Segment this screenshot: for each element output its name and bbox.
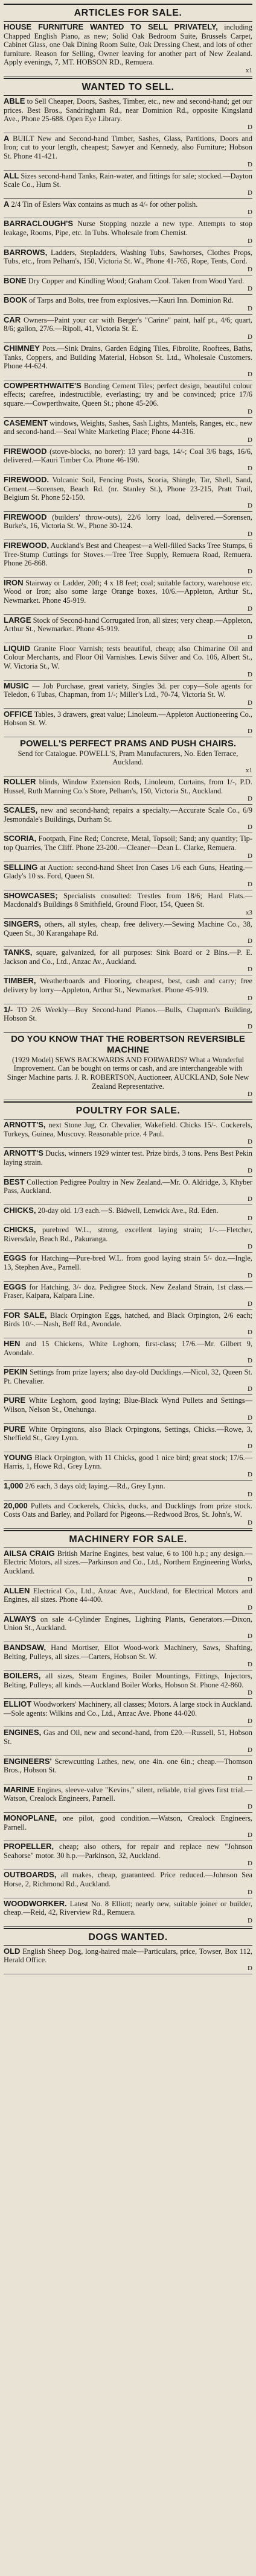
ad-lead-word: BEST [4,1177,25,1186]
ad-body-text: others, all styles, cheap, free delivery.—Sewing Machine Co., 38, Queen St., 30 Karangahape Rd. [4,920,252,937]
ad-body-text: Gas and Oil, new and second-hand, from £20.—Russell, 51, Hobson St. [4,1728,252,1746]
ad-lead-word: CHICKS, [4,1225,36,1235]
ad-lead-word: IRON [4,578,24,587]
ad-lead-word: SCALES, [4,805,38,815]
classified-ad [4,171,252,199]
ad-reference-mark: D [248,189,252,197]
ad-reference-mark: D [248,370,252,378]
ad-lead-word: SELLING [4,862,38,872]
ad-body-text: BUILT New and Second-hand Timber, Sashes, Glass, Partitions, Doors and Iron; cut to your length, cheapest; Sawyer and Kennedy, also Furniture; Hobson St. Phone 41-421. [4,134,252,160]
ad-lead-word: DO YOU KNOW THAT THE ROBERTSON REVERSIBLE MACHINE [11,1033,245,1055]
ad-lead-word: ENGINEERS' [4,1756,52,1766]
classified-ad [4,1946,252,1974]
ad-lead-word: ARNOTT'S [4,1148,43,1158]
ad-body-text: Bonding Cement Tiles; perfect design, beautiful colour effects; carefree, indestructible, everlasting; try and be convinced; price 17/6 square.—Cowperthwaite, Queen St.; phone 45-206. [4,381,252,408]
ad-reference-mark: D [248,1604,252,1611]
ad-lead-word: OUTBOARDS, [4,1870,57,1880]
ad-body-text: Specialists consulted: Trestles from 18/6; Hard Flats.—Macdonald's Buildings 8 Smithfield, Ground Floor, 154, Queen St. [4,891,252,909]
classified-ad [4,1452,252,1481]
ad-lead-word: BONE [4,276,27,285]
ad-body-text: Send for Catalogue. POWELL'S, Pram Manufacturers, No. Eden Terrace, Auckland. [18,749,238,767]
ad-body-text: Ducks, winners 1929 winter test. Prize birds, 3 tons. Pens Best Pekin laying strain. [4,1149,252,1167]
ad-reference-mark: D [248,567,252,575]
classified-ad [4,862,252,890]
ad-reference-mark: D [248,1575,252,1583]
section-heading: MACHINERY FOR SALE. [4,1530,252,1548]
ad-body-text: purebred W.L., strong, excellent laying strain; 1/-.—Fletcher, Riversdale, Beach Rd., Pakuranga. [4,1226,252,1243]
ad-lead-word: ARNOTT'S, [4,1120,46,1130]
classified-ad [4,96,252,133]
ad-reference-mark: D [248,1470,252,1478]
classified-ad [4,446,252,474]
classified-ad [4,22,252,77]
classified-ad [4,199,252,219]
classified-ad [4,1756,252,1784]
ad-body-text: Footpath, Fine Red; Concrete, Metal, Topsoil; Sand; any quantity; Tip-top Quarries, The Cliff. Phone 23-200.—Cleaner—Dean L. Clarke, Remuera. [4,834,252,852]
ad-lead-word: ALWAYS [4,1614,36,1623]
classified-ad [4,1481,252,1501]
classified-ad [4,315,252,343]
ad-lead-word: OFFICE [4,709,33,719]
section-heading: ARTICLES FOR SALE. [4,4,252,22]
section-heading: DOGS WANTED. [4,1928,252,1946]
ad-body-text: 2/4 Tin of Eslers Wax contains as much as 4/- for other polish. [11,200,198,209]
ad-body-text: Engines, sleeve-valve "Kevins," silent, reliable, trial gives first trial.—Watson, Crealock Engineers, Parnell. [4,1785,252,1803]
ad-lead-word: FIREWOOD. [4,475,50,484]
ad-body-text: new and second-hand; repairs a specialty.—Accurate Scale Co., 6/9 Jesmondale's Buildings, Durham St. [4,806,252,824]
classified-ad [4,737,252,776]
ad-reference-mark: D [248,1888,252,1896]
ad-body-text: Settings from prize layers; also day-old Ducklings.—Nicol, 32, Queen St. Pt. Chevalier. [4,1368,252,1385]
ad-body-text: 2/6 each, 3 days old; laying.—Rd., Grey Lynn. [25,1481,165,1490]
ad-lead-word: WOODWORKER. [4,1898,67,1908]
ad-body-text: Granite Floor Varnish; tests beautiful, cheap; also Chimarine Oil and Colour Merchants, and Floor Oil Varnishes. Lewis Silver and Co. 106, Albert St., W. Victoria St., W. [4,644,252,670]
classified-ad [4,1282,252,1310]
ad-lead-word: OLD [4,1946,21,1956]
ad-body-text: square, galvanized, for all purposes: Sink Board or 2 Bins.—P. E. Jackson and Co., Ltd., Anzac Av., Auckland. [4,948,253,966]
classified-ad [4,343,252,380]
classified-ad [4,1224,252,1253]
ad-reference-mark: D [248,1271,252,1279]
ad-reference-mark: D [248,1803,252,1811]
ad-lead-word: ENGINES, [4,1728,42,1737]
classified-ad [4,890,252,919]
ad-reference-mark: D [248,1718,252,1725]
classified-ad [4,1699,252,1727]
classified-ad [4,1642,252,1671]
ad-lead-word: ROLLER [4,777,36,787]
classified-ad [4,1120,252,1148]
ad-lead-word: PURE [4,1396,26,1405]
ad-body-text: to Sell Cheaper, Doors, Sashes, Timber, etc., new and second-hand; get our prices. Best Bros., Sandringham Rd., near Dominion Rd., opposite Kingsland Ave., Phone 25-688. Open Eye Library. [4,96,252,124]
ad-lead-word: BANDSAW, [4,1642,46,1652]
ad-lead-word: EGGS [4,1282,27,1291]
ad-reference-mark: D [248,1357,252,1365]
ad-lead-word: ALL [4,171,19,180]
ad-lead-word: BOOK [4,295,27,305]
ad-body-text: White Leghorn, good laying; Blue-Black Wynd Pullets and Settings—Wilson, Nelson St., Onehunga. [4,1396,253,1414]
ad-lead-word: 1,000 [4,1481,24,1490]
ad-reference-mark: D [248,408,252,415]
ad-reference-mark: D [248,502,252,509]
classified-ad [4,1253,252,1281]
classified-ad [4,418,252,446]
ad-body-text: windows, Weights, Sashes, Sash Lights, Mantels, Ranges, etc., new and second-hand.—Seal White Marketing Place; Phone 44-316. [4,418,252,436]
ad-lead-word: YOUNG [4,1452,33,1462]
ad-reference-mark: D [248,1632,252,1640]
classified-ad [4,1033,252,1100]
ad-lead-word: A [4,199,10,209]
ad-reference-mark: D [248,333,252,341]
ad-body-text: British Marine Engines, best value, 6 to 100 h.p.; any design.—Electric Motors, all sizes.—Parkinson and Co., Ltd., Northern Engineering Works, Auckland. [4,1549,252,1575]
ad-body-text: at Auction: second-hand Sheet Iron Cases 1/6 each Guns, Heating.—Glady's 10 ss. Ford, Queen St. [4,863,252,881]
ad-reference-mark: D [248,852,252,860]
ad-lead-word: CAR [4,315,21,324]
ad-reference-mark: D [248,436,252,444]
classified-ad [4,709,252,737]
ad-lead-word: FIREWOOD [4,446,47,456]
ad-lead-word: SINGERS, [4,919,42,928]
ad-body-text: Sizes second-hand Tanks, Rain-water, and fittings for sale; stocked.—Dayton Scale Co., Hum St. [4,171,252,189]
classified-ad [4,1004,252,1033]
classified-ad [4,805,252,833]
ad-reference-mark: x3 [246,909,252,916]
ad-reference-mark: D [248,1860,252,1868]
ad-reference-mark: D [248,1490,252,1498]
ad-body-text: Pots.—Sink Drains, Garden Edging Tiles, Fibrolite, Rooftees, Baths, Tanks, Coppers, and Building Material, Hobson St. Ltd., Wholesale Customers. Phone 44-624. [4,344,252,371]
ad-lead-word: SCORIA, [4,834,37,843]
ad-lead-word: A [4,133,10,143]
ad-body-text: one pilot, good condition.—Watson, Crealock Engineers, Parnell. [4,1814,252,1831]
ad-reference-mark: D [248,727,252,735]
ad-body-text: Latest No. 8 Elliott; nearly new, suitable joiner or builder, cheap.—Reid, 42, Riverview Rd., Remuera. [4,1899,252,1917]
ad-reference-mark: D [248,1329,252,1337]
classified-ad [4,1205,252,1225]
classified-ad [4,380,252,418]
ad-lead-word: HOUSE FURNITURE WANTED TO SELL PRIVATELY, [4,22,218,31]
ad-lead-word: CASEMENT [4,418,48,427]
ad-lead-word: BARRACLOUGH'S [4,219,74,228]
ad-lead-word: 20,000 [4,1501,28,1510]
ad-body-text: Electrical Co., Ltd., Anzac Ave., Auckland, for Electrical Motors and Engines, all sizes. Phone 44-400. [4,1586,252,1604]
ad-lead-word: MARINE [4,1784,35,1794]
ad-reference-mark: D [248,123,252,131]
ad-reference-mark: D [248,237,252,245]
ad-reference-mark: D [248,265,252,273]
ad-reference-mark: D [248,1091,252,1098]
ad-reference-mark: D [248,1022,252,1030]
classified-ad [4,1869,252,1898]
classified-ad [4,295,252,315]
ad-body-text: 20-day old. 1/3 each.—S. Bidwell, Lenwick Ave., Rd. Eden. [37,1206,219,1215]
classified-ad [4,776,252,805]
classified-ad [4,1671,252,1699]
ad-lead-word: 1/- [4,1004,13,1014]
ad-reference-mark: x1 [246,767,252,775]
ad-lead-word: FIREWOOD [4,512,47,521]
classified-ad [4,1310,252,1338]
classified-ad [4,133,252,171]
ad-body-text: Ladders, Stepladders, Washing Tubs, Sawhorses, Clothes Props, Tubs, etc., from Pelham's, 150, Victoria St. W., Phone 41-765, Rope, Tents, Cord. [4,248,252,266]
ad-reference-mark: D [248,1964,252,1972]
ad-body-text: all makes, cheap, guaranteed. Price reduced.—Johnson Sea Horse, 2, Richmond Rd., Auckland. [4,1871,252,1888]
ad-reference-mark: D [248,530,252,538]
ad-body-text: Hand Mortiser, Eliot Wood-work Machinery, Saws, Shafting, Belting, Pulleys, all sizes.—Carters, Hobson St. W. [4,1643,252,1661]
ad-lead-word: LIQUID [4,643,31,653]
ad-body-text: Dry Copper and Kindling Wood; Graham Cool. Taken from Wood Yard. [28,276,245,285]
ad-body-text: Black Orpington Eggs, hatched, and Black Orpington, 2/6 each; Birds 10/-.—Nash, Beff Rd., Avondale. [4,1311,253,1329]
classified-ad [4,474,252,512]
ad-body-text: and 15 Chickens, White Leghorn, first-class; 17/6.—Mr. Gilbert 9, Avondale. [4,1340,252,1357]
ad-body-text: Tables, 3 drawers, great value; Linoleum.—Appleton Auctioneering Co., Hobson St. W. [4,710,252,728]
ad-lead-word: CHIMNEY [4,344,40,353]
classified-ad [4,578,252,615]
ad-reference-mark: D [248,304,252,312]
ad-lead-word: PEKIN [4,1367,28,1377]
ad-body-text: Stairway or Ladder, 20ft; 4 x 18 feet; coal; suitable factory, warehouse etc. Wood or Iron; also some large Orange boxes, 10/6.—Appleton, Arthur St., Newmarket. Phone 45-919. [4,578,252,605]
ad-body-text: Pullets and Cockerels, Chicks, ducks, and Ducklings from prize stock. Costs Oats and Barley, and Pollard for Pigeons.—Redwood Bros, St. John's, W. [4,1501,252,1519]
ad-body-text: (1929 Model) SEWS BACKWARDS AND FORWARDS? What a Wonderful Improvement. Can be bought on terms or cash, and are interchangeable with Singer Machine parts. J. R. ROBERTSON, Auctioneer, AUCKLAND, Sole New Zealand Representative. [7,1055,249,1091]
ad-lead-word: ALLEN [4,1586,30,1595]
classified-ad [4,1338,252,1367]
ad-reference-mark: D [248,1442,252,1450]
ad-lead-word: ELLIOT [4,1699,32,1709]
ad-lead-word: FIREWOOD, [4,540,50,550]
ad-reference-mark: D [248,1689,252,1697]
ad-reference-mark: D [248,824,252,831]
ad-reference-mark: D [248,1746,252,1754]
classified-ad [4,1898,252,1927]
ad-body-text: next Stone Jug, Cr. Chevalier, Wakefield. Chicks 15/-. Cockerels, Turkeys, Guinea, Muscovy. Reasonable price. 4 Paul. [4,1121,252,1138]
ad-lead-word: TANKS, [4,948,33,957]
ad-lead-word: TIMBER, [4,976,36,986]
classified-ad [4,1841,252,1869]
ad-lead-word: MUSIC [4,681,29,690]
ad-reference-mark: D [248,795,252,803]
ad-body-text: of Tarps and Bolts, tree from explosives.—Kauri Inn. Dominion Rd. [29,296,234,305]
ad-reference-mark: D [248,1519,252,1526]
classified-ad [4,1784,252,1813]
classified-ad [4,1614,252,1642]
classified-ad [4,833,252,861]
classified-ad [4,1424,252,1452]
ad-reference-mark: D [248,1138,252,1146]
ad-reference-mark: D [248,285,252,293]
ad-body-text: TO 2/6 Weekly—Buy Second-hand Pianos.—Bulls, Chapman's Building, Hobson St. [4,1005,252,1023]
ad-reference-mark: D [248,880,252,888]
ad-lead-word: LARGE [4,615,31,625]
ad-lead-word: HEN [4,1339,21,1349]
classified-ad [4,643,252,681]
ad-reference-mark: D [248,633,252,641]
ad-body-text: blinds, Window Extension Rods, Linoleum, Curtains, from 1/-, P.D. Hussel, Ruth Manning Co.'s Store, Pelham's, 150, Victoria St., Auckland. [4,778,252,795]
ad-body-text: (builders' throw-outs), 22/6 lorry load, delivered.—Sorensen, Burke's, 16, Victoria St. W., Phone 30-124. [4,512,252,531]
ad-lead-word: ABLE [4,96,25,105]
classified-ad [4,681,252,709]
ad-reference-mark: D [248,1774,252,1782]
ad-reference-mark: D [248,1167,252,1174]
ad-reference-mark: D [248,605,252,613]
ad-lead-word: PROPELLER, [4,1842,54,1851]
ad-lead-word: POWELL'S PERFECT PRAMS AND PUSH CHAIRS. [19,738,237,749]
classified-ad [4,1727,252,1756]
ad-body-text: for Hatching—Pure-bred W.L. from good laying strain 5/- doz.—Ingle, 13, Stephen Ave., Parnell. [4,1254,252,1272]
ad-body-text: Screwcutting Lathes, new, one 4in. one 6in.; cheap.—Thomson Bros., Hobson St. [4,1757,252,1775]
classified-ad [4,1177,252,1205]
ad-body-text: Woodworkers' Machinery, all classes; Motors. A large stock in Auckland.—Sole agents: Wilkins and Co., Ltd., Anzac Ave. Phone 44-020. [4,1700,252,1718]
ad-body-text: Black Orpington, with 11 Chicks, good 1 nice bird; great stock; 17/6.—Harris, 1, Howe Rd., Grey Lynn. [4,1453,252,1471]
ad-reference-mark: D [248,1300,252,1308]
ad-lead-word: COWPERTHWAITE'S [4,380,82,390]
ad-body-text: all sizes, Steam Engines, Boiler Mountings, Fittings, Injectors, Belting, Pulleys; all kinds.—Auckland Boiler Works, Hobson St. Phone 42-860. [4,1672,252,1689]
section-heading: POULTRY FOR SALE. [4,1101,252,1120]
ad-reference-mark: D [248,1661,252,1669]
ad-body-text: including Chapped English Piano, as new; Solid Oak Bedroom Suite, Brussels Carpet, Cabinet Glass, one Oak Dining Room Suite, Oak Dressing Chest, and lots of other furniture. Reason for Selling, Owner leaving for another part of New Zealand. Apply evenings, 7, MT. HOBSON RD., Remuera. [4,23,252,67]
ad-lead-word: PURE [4,1424,26,1434]
ad-reference-mark: D [248,699,252,707]
ad-body-text: (stove-blocks, no borer): 13 yard bags, 14/-; Coal 3/6 bags, 16/6, delivered.—Kauri Timber Co. Phone 46-190. [4,447,252,465]
ad-body-text: Stock of Second-hand Corrugated Iron, all sizes; very cheap.—Appleton, Arthur St., Newmarket. Phone 45-919. [4,616,252,634]
ad-body-text: cheap; also others, for repair and replace new "Johnson Seahorse" motor. 30 h.p.—Parkinson, 32, Auckland. [4,1842,252,1860]
classified-ad [4,218,252,247]
section-heading: WANTED TO SELL. [4,78,252,96]
classified-ad [4,1548,252,1586]
ad-reference-mark: D [248,937,252,945]
classified-ad [4,1501,252,1529]
ad-reference-mark: x1 [246,66,252,74]
ad-lead-word: AILSA CRAIG [4,1548,55,1558]
ad-body-text: on sale 4-Cylinder Engines, Lighting Plants, Generators.—Dixon, Union St., Auckland. [4,1614,252,1633]
ad-lead-word: EGGS [4,1253,27,1263]
classified-ad [4,1813,252,1841]
ad-body-text: — Job Purchase, great variety, Singles 3d. per copy—Sole agents for Teledon, 6 Tubas, Chapman, from 1/-; Miller's Ltd., 70-74, Victoria St. W. [4,681,252,699]
ad-body-text: Weatherboards and Flooring, cheapest, best, cash and carry; free delivery by lorry—Appleton, Arthur St., Newmarket. Phone 45-919. [4,977,253,994]
ad-reference-mark: D [248,209,252,216]
ad-body-text: White Orpingtons, also Black Orpingtons, Settings, Chicks.—Rowe, 3, Sheffield St., Grey Lynn. [4,1425,253,1443]
ad-lead-word: FOR SALE, [4,1310,47,1320]
ad-lead-word: BOILERS, [4,1671,41,1681]
ad-lead-word: SHOWCASES; [4,890,58,900]
ad-reference-mark: D [248,465,252,472]
ad-body-text: Volcanic Soil, Fencing Posts, Scoria, Shingle, Tar, Shell, Sand, Cement.—Sorensen, Beach Rd. (nr. Stanley St.), Phone 23-215, Pratt Trail, Belgium St. Phone 52-150. [4,476,253,502]
classified-ad [4,1367,252,1395]
ad-reference-mark: D [248,994,252,1002]
ad-lead-word: CHICKS, [4,1205,36,1215]
ad-reference-mark: D [248,1243,252,1251]
ad-body-text: English Sheep Dog, long-haired male—Particulars, price, Towser, Box 112, Herald Office. [4,1947,252,1965]
ad-reference-mark: D [248,1385,252,1393]
ad-reference-mark: D [248,966,252,974]
classified-ad [4,975,252,1004]
classified-ad [4,615,252,643]
ad-body-text: Auckland's Best and Cheapest—a Well-filled Sacks Tree Stumps, 6 Tree-Stump Cuttings for Stoves.—Tree Tree Supply, Remuera Road, Remuera. Phone 26-868. [4,541,252,568]
ad-lead-word: BARROWS, [4,247,48,257]
ad-body-text: Nurse Stopping nozzle a new type. Attempts to stop leakage, Rooms, Pipe, etc. In Tubs. Wholesale from Chemist. [4,219,252,237]
classified-ad [4,540,252,578]
classified-ad [4,1586,252,1614]
ad-reference-mark: D [248,1215,252,1223]
classified-ad [4,247,252,276]
ad-reference-mark: D [248,160,252,168]
ad-body-text: for Hatching, 3/- doz. Pedigree Stock. New Zealand Strain, 1st class.—Fraser, Kaipara, Kaipara Line. [4,1282,252,1300]
ad-lead-word: MONOPLANE, [4,1813,57,1823]
ad-reference-mark: D [248,1414,252,1422]
ad-reference-mark: D [248,1195,252,1203]
classified-ad [4,276,252,295]
ad-body-text: Collection Pedigree Poultry in New Zealand.—Mr. O. Aldridge, 3, Khyber Pass, Auckland. [4,1177,252,1195]
classified-ad [4,1395,252,1423]
classified-ad [4,1148,252,1176]
classified-ad [4,947,252,975]
classified-ad [4,512,252,540]
ad-reference-mark: D [248,1916,252,1924]
ad-reference-mark: D [248,670,252,678]
ad-body-text: Owners—Paint your car with Berger's "Carine" paint, half pt., 4/6; quart, 8/6; gallon, 27/6.—Ripoli, 41, Victoria St. E. [4,315,252,333]
ad-reference-mark: D [248,1831,252,1839]
classified-ad [4,919,252,947]
